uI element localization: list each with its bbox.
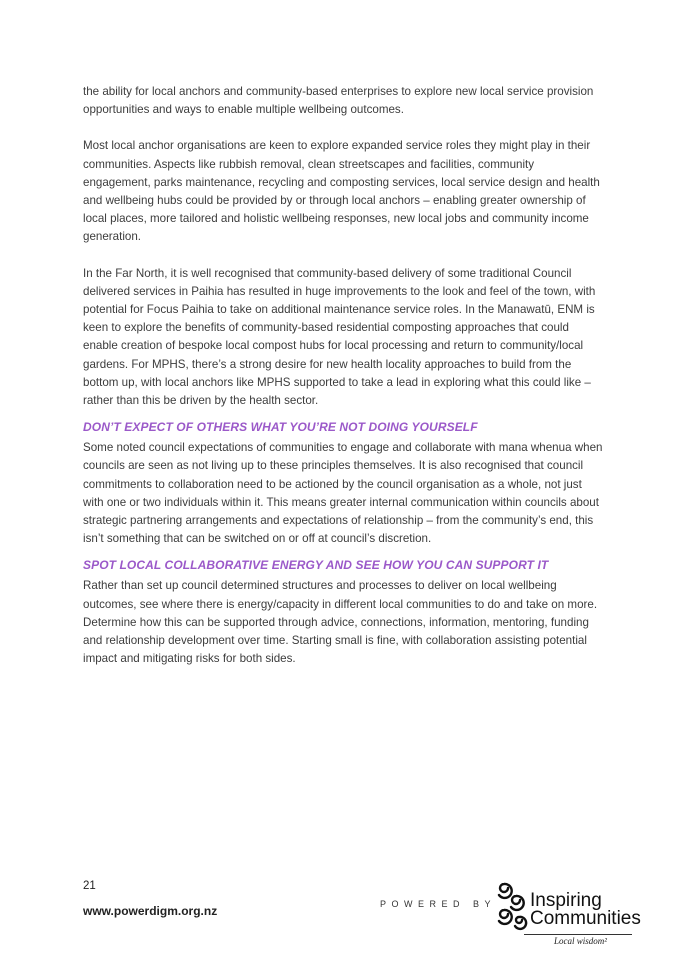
powered-by-label: POWERED BY [380, 899, 497, 909]
section-body-1: Some noted council expectations of communities to engage and collaborate with mana whenua when councils are seen as not living up to these principles themselves. It is also recognised that council commitments to collaboration need to be actioned by the council organisation as a whole, not just with one or two individuals within it. This means greater internal communication within councils about strategic partnering arrangements and expectations of relationship – from the community’s end, this isn’t something that can be switched on or off at council’s discretion. [83, 441, 603, 546]
section-heading-2: SPOT LOCAL COLLABORATIVE ENERGY AND SEE HOW YOU CAN SUPPORT IT [83, 558, 549, 573]
page-number: 21 [83, 880, 96, 892]
website-link[interactable]: www.powerdigm.org.nz [83, 904, 218, 918]
logo-tagline: Local wisdom² [554, 936, 607, 946]
paragraph-1: the ability for local anchors and community-based enterprises to explore new local service provision opportunities and ways to enable multiple wellbeing outcomes. [83, 85, 594, 117]
document-body [83, 83, 603, 686]
spiral-koru-icon [494, 880, 534, 932]
logo-divider [524, 934, 632, 935]
section-heading-1: DON’T EXPECT OF OTHERS WHAT YOU’RE NOT DOING YOURSELF [83, 420, 478, 435]
logo-text-line2: Communities [530, 908, 641, 929]
section-body-2: Rather than set up council determined structures and processes to deliver on local wellbeing outcomes, see where there is energy/capacity in different local communities to do and take on more. Determine how this can be supported through advice, connections, information, mentoring, funding and relationship development over time. Starting small is fine, with collaboration assisting potential impact and mitigating risks for both sides. [83, 579, 598, 666]
paragraph-3: In the Far North, it is well recognised that community-based delivery of some traditional Council delivered services in Paihia has resulted in huge improvements to the look and feel of the town, with potential for Focus Paihia to take on additional maintenance service roles. In the Manawatū, ENM is keen to explore the benefits of community-based residential composting approaches that could enable creation of bespoke local compost hubs for local processing and return to community/local gardens. For MPHS, there’s a strong desire for new health locality approaches to build from the bottom up, with local anchors like MPHS supported to take a lead in exploring what this could like – rather than this be driven by the health sector. [83, 266, 596, 408]
inspiring-communities-logo [494, 880, 644, 950]
logo-text-line1: Inspiring [530, 890, 602, 911]
paragraph-2: Most local anchor organisations are keen to explore expanded service roles they might play in their communities. Aspects like rubbish removal, clean streetscapes and facilities, community engagement, parks maintenance, recycling and composting services, local service design and health and wellbeing hubs could be provided by or through local anchors – enabling greater ownership of local places, more tailored and holistic wellbeing responses, new local jobs and community income generation. [83, 139, 600, 244]
